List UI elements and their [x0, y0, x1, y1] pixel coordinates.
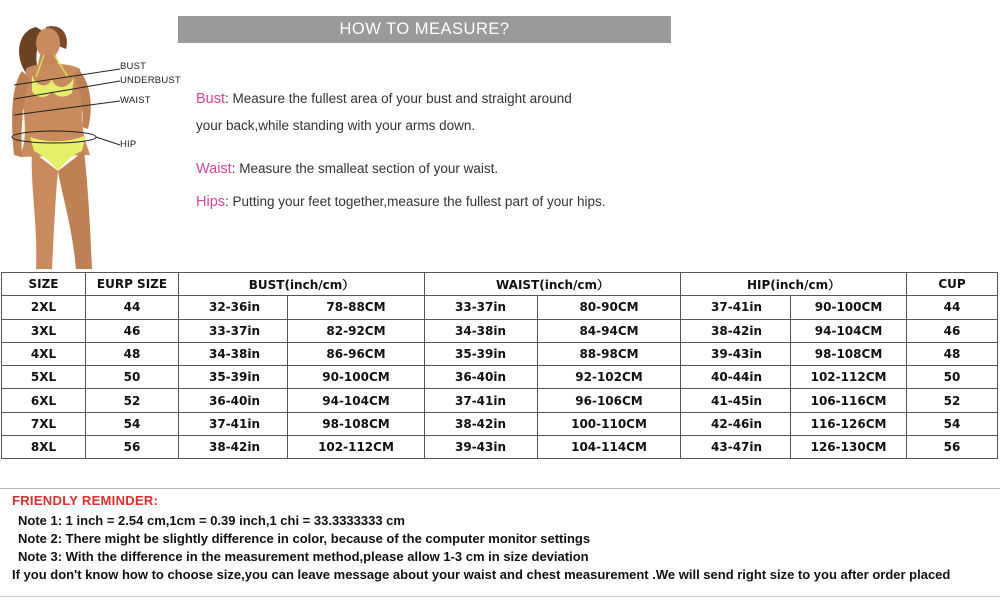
header-bust: BUST(inch/cm） — [179, 273, 425, 296]
figure-label-waist: WAIST — [120, 95, 151, 106]
instruction-bust-continued: your back,while standing with your arms down. — [196, 118, 476, 133]
cell-bust-cm: 94-104CM — [288, 389, 425, 412]
cell-size: 6XL — [2, 389, 86, 412]
cell-bust-in: 38-42in — [179, 436, 288, 459]
cell-hip-cm: 116-126CM — [791, 412, 907, 435]
section-divider — [0, 488, 1000, 489]
instruction-waist — [196, 161, 498, 177]
cell-waist-cm: 96-106CM — [538, 389, 681, 412]
cell-waist-in: 38-42in — [425, 412, 538, 435]
cell-waist-in: 37-41in — [425, 389, 538, 412]
cell-size: 2XL — [2, 296, 86, 319]
cell-bust-in: 32-36in — [179, 296, 288, 319]
cell-hip-in: 43-47in — [681, 436, 791, 459]
cell-hip-in: 37-41in — [681, 296, 791, 319]
cell-bust-cm: 90-100CM — [288, 366, 425, 389]
cell-waist-in: 33-37in — [425, 296, 538, 319]
table-row — [2, 296, 998, 319]
cell-bust-in: 34-38in — [179, 342, 288, 365]
cell-eurp: 54 — [86, 412, 179, 435]
table-row — [2, 366, 998, 389]
header-cup: CUP — [907, 273, 998, 296]
instruction-bust — [196, 91, 572, 107]
cell-hip-in: 40-44in — [681, 366, 791, 389]
cell-hip-cm: 102-112CM — [791, 366, 907, 389]
figure-label-hip: HIP — [120, 139, 137, 150]
table-row — [2, 319, 998, 342]
table-row — [2, 342, 998, 365]
instruction-key-bust: Bust — [196, 91, 226, 107]
cell-waist-cm: 92-102CM — [538, 366, 681, 389]
cell-bust-cm: 98-108CM — [288, 412, 425, 435]
cell-size: 3XL — [2, 319, 86, 342]
header-waist: WAIST(inch/cm） — [425, 273, 681, 296]
cell-hip-in: 41-45in — [681, 389, 791, 412]
instruction-key-hips: Hips — [196, 194, 226, 210]
cell-cup: 44 — [907, 296, 998, 319]
cell-waist-in: 36-40in — [425, 366, 538, 389]
cell-hip-in: 39-43in — [681, 342, 791, 365]
cell-eurp: 44 — [86, 296, 179, 319]
model-figure-svg — [8, 25, 128, 269]
cell-eurp: 52 — [86, 389, 179, 412]
cell-bust-cm: 86-96CM — [288, 342, 425, 365]
cell-size: 7XL — [2, 412, 86, 435]
table-row — [2, 412, 998, 435]
instruction-text-hips: : Putting your feet together,measure the fullest part of your hips. — [225, 194, 606, 209]
reminder-note-3: Note 3: With the difference in the measurement method,please allow 1-3 cm in size deviation — [18, 549, 589, 564]
cell-waist-in: 39-43in — [425, 436, 538, 459]
cell-waist-cm: 100-110CM — [538, 412, 681, 435]
instruction-hips — [196, 194, 605, 210]
cell-hip-in: 38-42in — [681, 319, 791, 342]
cell-eurp: 46 — [86, 319, 179, 342]
cell-hip-cm: 90-100CM — [791, 296, 907, 319]
instruction-text-bust: : Measure the fullest area of your bust and straight around — [225, 91, 572, 106]
cell-waist-cm: 80-90CM — [538, 296, 681, 319]
how-to-measure-banner: HOW TO MEASURE? — [178, 16, 671, 43]
cell-bust-in: 36-40in — [179, 389, 288, 412]
cell-waist-cm: 84-94CM — [538, 319, 681, 342]
cell-waist-in: 35-39in — [425, 342, 538, 365]
cell-cup: 50 — [907, 366, 998, 389]
cell-bust-cm: 102-112CM — [288, 436, 425, 459]
cell-eurp: 48 — [86, 342, 179, 365]
reminder-note-4: If you don't know how to choose size,you can leave message about your waist and chest measurement .We will send right size to you after order placed — [12, 567, 951, 582]
cell-bust-cm: 82-92CM — [288, 319, 425, 342]
header-size: SIZE — [2, 273, 86, 296]
cell-hip-cm: 126-130CM — [791, 436, 907, 459]
cell-cup: 56 — [907, 436, 998, 459]
size-chart-table — [1, 272, 998, 459]
cell-waist-cm: 104-114CM — [538, 436, 681, 459]
cell-waist-cm: 88-98CM — [538, 342, 681, 365]
cell-bust-in: 35-39in — [179, 366, 288, 389]
cell-eurp: 56 — [86, 436, 179, 459]
reminder-note-2: Note 2: There might be slightly difference in color, because of the computer monitor settings — [18, 531, 591, 546]
cell-hip-cm: 106-116CM — [791, 389, 907, 412]
cell-eurp: 50 — [86, 366, 179, 389]
cell-size: 5XL — [2, 366, 86, 389]
instruction-key-waist: Waist — [196, 161, 232, 177]
reminder-title: FRIENDLY REMINDER: — [12, 493, 159, 508]
cell-cup: 54 — [907, 412, 998, 435]
cell-hip-cm: 94-104CM — [791, 319, 907, 342]
cell-waist-in: 34-38in — [425, 319, 538, 342]
cell-bust-cm: 78-88CM — [288, 296, 425, 319]
size-chart-header-row — [2, 273, 998, 296]
reminder-note-1: Note 1: 1 inch = 2.54 cm,1cm = 0.39 inch,1 chi = 33.3333333 cm — [18, 513, 405, 528]
figure-label-underbust: UNDERBUST — [120, 75, 181, 86]
cell-size: 4XL — [2, 342, 86, 365]
bottom-divider — [0, 596, 1000, 597]
cell-cup: 52 — [907, 389, 998, 412]
instruction-text-waist: : Measure the smalleat section of your waist. — [231, 161, 499, 176]
figure-label-bust: BUST — [120, 61, 147, 72]
cell-hip-cm: 98-108CM — [791, 342, 907, 365]
cell-size: 8XL — [2, 436, 86, 459]
table-row — [2, 389, 998, 412]
header-eurp-size: EURP SIZE — [86, 273, 179, 296]
cell-cup: 48 — [907, 342, 998, 365]
header-hip: HIP(inch/cm） — [681, 273, 907, 296]
cell-bust-in: 33-37in — [179, 319, 288, 342]
table-row — [2, 436, 998, 459]
cell-cup: 46 — [907, 319, 998, 342]
cell-hip-in: 42-46in — [681, 412, 791, 435]
cell-bust-in: 37-41in — [179, 412, 288, 435]
model-figure-illustration — [8, 25, 128, 269]
